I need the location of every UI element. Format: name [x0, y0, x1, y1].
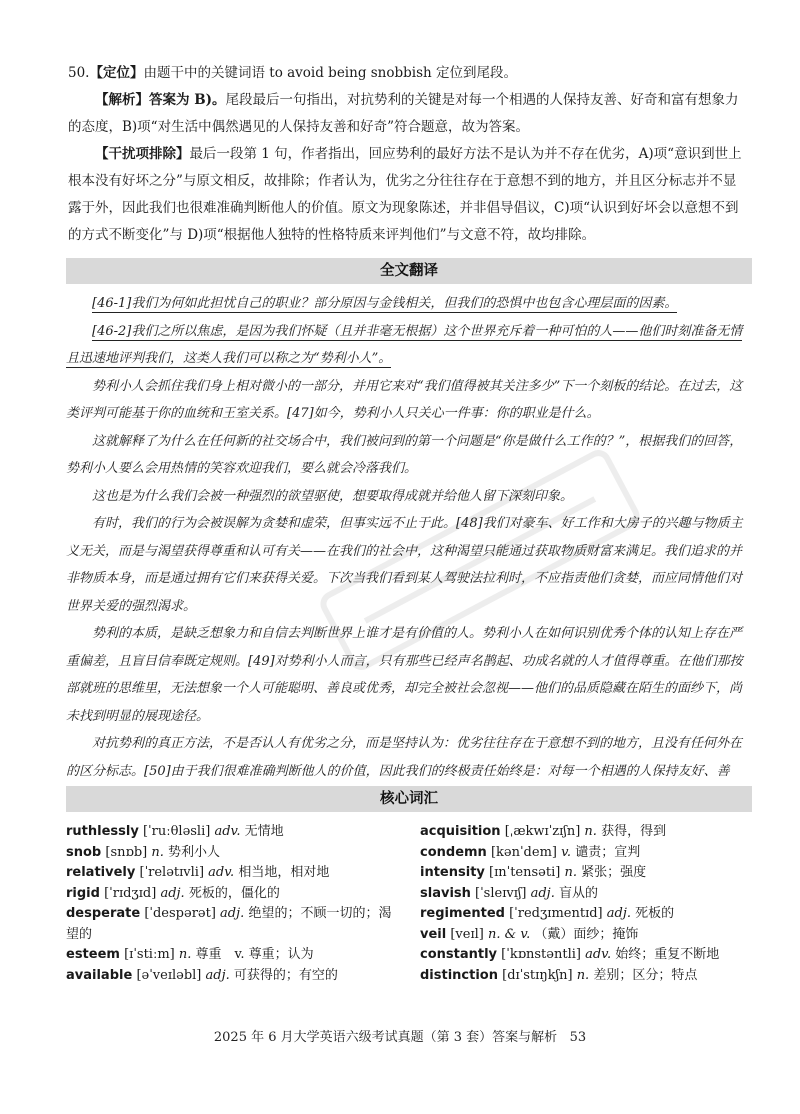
translation-body — [66, 290, 752, 813]
page-number: 53 — [569, 1030, 587, 1045]
vocab-right-column — [420, 822, 752, 986]
vocab-word: slavish — [420, 885, 471, 901]
vocab-entry — [420, 945, 752, 966]
vocab-definition: 紧张；强度 — [581, 865, 647, 880]
vocab-word: desperate — [66, 906, 141, 921]
vocab-left-column — [66, 822, 396, 986]
vocab-pos: n. — [584, 824, 597, 839]
vocab-ipa: [snɒb] — [105, 844, 148, 860]
translation-p1: [46-1]我们为何如此担忧自己的职业？部分原因与金钱相关，但我们的恐惧中也包含心理层面的因素。 — [92, 296, 678, 311]
vocab-entry — [420, 822, 752, 843]
vocab-pos: n. & v. — [487, 926, 531, 942]
q50-analysis — [68, 87, 748, 141]
vocab-pos: adj. — [220, 906, 245, 921]
vocab-definition: 死板的，僵化的 — [188, 885, 280, 901]
vocab-ipa: [ˈruːθləsli] — [142, 824, 211, 839]
vocab-word: snob — [66, 844, 102, 860]
vocab-ipa: [ˌækwɪˈzɪʃn] — [504, 824, 581, 839]
vocab-entry — [420, 863, 752, 884]
vocab-ipa: [əˈveɪləbl] — [136, 967, 202, 983]
q50-block — [68, 60, 748, 249]
locate-text: 由题干中的关键词语 to avoid being snobbish 定位到尾段。 — [143, 65, 518, 81]
vocab-word: available — [66, 967, 133, 983]
vocab-ipa: [ˈdespərət] — [144, 906, 216, 921]
vocab-ipa: [ɪˈstiːm] — [124, 947, 175, 962]
footer-text: 2025 年 6 月大学英语六级考试真题（第 3 套）答案与解析 — [213, 1030, 558, 1045]
vocab-entry — [66, 966, 396, 987]
analysis-tag: 【解析】 — [95, 92, 149, 108]
translation-heading: 全文翻译 — [66, 258, 752, 284]
exclude-text: 最后一段第 1 句，作者指出，回应势利的最好方法不是认为并不存在优劣，A)项“意识到世上根本没有好坏之分”与原文相反，故排除；作者认为，优劣之分往往存在于意想不到的地方，并且区分标志并不显露于外，因此我们也很难准确判断他人的价值。原文为现象陈述，并非倡导倡议，C)项“认识到好坏会以意想不到的方式不断变化”与 D)项“根据他人独特的性格特质来评判他们”与文意不符，故均排除。 — [68, 146, 742, 243]
vocab-word: ruthlessly — [66, 824, 139, 839]
vocab-pos: adj. — [530, 885, 555, 901]
vocab-definition: 绝望的；不顾一切的；渴望的 — [66, 906, 392, 942]
translation-p5: 这也是为什么我们会被一种强烈的欲望驱使，想要取得成就并给他人留下深刻印象。 — [92, 488, 574, 504]
vocab-ipa: [veɪl] — [450, 926, 484, 942]
translation-p7: 势利的本质，是缺乏想象力和自信去判断世界上谁才是有价值的人。势利小人在如何识别优秀个体的认知上存在严重偏差，且盲目信奉既定规则。[49]对势利小人而言，只有那些已经声名鹊起、功成名就的人才值得尊重。在他们那按部就班的思维里，无法想象一个人可能聪明、善良或优秀，却完全被社会忽视——他们的品质隐藏在陌生的面纱下，尚未找到明显的展现途径。 — [66, 626, 743, 724]
vocab-ipa: [ˈkɒnstəntli] — [501, 947, 581, 962]
vocab-pos: adj. — [205, 967, 230, 983]
translation-para — [66, 290, 752, 318]
vocab-word: acquisition — [420, 824, 501, 839]
translation-p3: 势利小人会抓住我们身上相对微小的一部分，并用它来对“我们值得被其关注多少”下一个刻板的结论。在过去，这类评判可能基于你的血统和王室关系。[47]如今，势利小人只关心一件事：你的职业是什么。 — [66, 378, 743, 421]
vocab-ipa: [dɪˈstɪŋkʃn] — [502, 967, 573, 983]
vocab-pos: adv. — [585, 947, 612, 962]
vocab-ipa: [ˈsleɪvɪʃ] — [475, 885, 527, 901]
vocab-pos: n. — [564, 865, 577, 880]
page-footer — [0, 1026, 800, 1045]
vocab-entry — [420, 904, 752, 925]
translation-p2: [46-2]我们之所以焦虑，是因为我们怀疑（且并非毫无根据）这个世界充斥着一种可怕的人——他们时刻准备无情且迅速地评判我们，这类人我们可以称之为“势利小人”。 — [66, 323, 743, 366]
vocab-definition: 谴责；宣判 — [575, 844, 641, 860]
vocab-ipa: [ˈrelətɪvli] — [139, 865, 205, 880]
vocab-word: intensity — [420, 865, 485, 880]
q50-locate: 50.【定位】由题干中的关键词语 to avoid being snobbish 定位到尾段。 — [68, 65, 518, 81]
vocab-entry — [420, 966, 752, 987]
vocab-word: veil — [420, 926, 447, 942]
q50-exclude — [68, 141, 748, 249]
vocab-word: distinction — [420, 967, 498, 983]
translation-p8: 对抗势利的真正方法，不是否认人有优劣之分，而是坚持认为：优劣往往存在于意想不到的地方，且没有任何外在的区分标志。[50]由于我们很难准确判断他人的价值，因此我们的终极责任始终是：对每一个相遇的人保持友好、善 — [66, 736, 743, 779]
vocab-pos: n. — [178, 947, 192, 962]
vocab-definition: 死板的 — [635, 906, 675, 921]
vocab-definition: 差别；区分；特点 — [593, 967, 698, 983]
vocab-pos: adv. — [208, 865, 235, 880]
translation-para — [66, 318, 752, 373]
vocab-word: relatively — [66, 865, 136, 880]
vocab-entry — [420, 843, 752, 864]
analysis-answer: 答案为 B)。 — [149, 92, 226, 108]
vocab-definition: 无情地 — [244, 824, 284, 839]
exclude-tag: 【干扰项排除】 — [95, 146, 190, 162]
vocab-definition: 可获得的；有空的 — [233, 967, 338, 983]
vocab-ipa: [ˈredʒɪmentɪd] — [509, 906, 603, 921]
vocab-word: constantly — [420, 947, 498, 962]
vocab-entry — [420, 884, 752, 905]
vocab-pos: adv. — [214, 824, 241, 839]
vocab-definition: 盲从的 — [559, 885, 599, 901]
locate-tag: 【定位】 — [89, 65, 144, 81]
vocab-word: esteem — [66, 947, 120, 962]
vocab-ipa: [ɪnˈtensəti] — [489, 865, 561, 880]
vocab-definition: 始终；重复不断地 — [615, 947, 720, 962]
vocab-definition: 尊重 v. 尊重；认为 — [195, 947, 314, 962]
translation-p4: 这就解释了为什么在任何新的社交场合中，我们被问到的第一个问题是“你是做什么工作的？”，根据我们的回答，势利小人要么会用热情的笑容欢迎我们，要么就会冷落我们。 — [66, 433, 743, 476]
vocab-definition: （戴）面纱；掩饰 — [534, 926, 639, 942]
vocab-entry — [66, 945, 396, 966]
vocab-pos: adj. — [606, 906, 632, 921]
translation-p6: 有时，我们的行为会被误解为贪婪和虚荣，但事实远不止于此。[48]我们对豪车、好工作和大房子的兴趣与物质主义无关，而是与渴望获得尊重和认可有关——在我们的社会中，这种渴望只能通过获取物质财富来满足。我们追求的并非物质本身，而是通过拥有它们来获得关爱。下次当我们看到某人驾驶法拉利时，不应指责他们贪婪，而应同情他们对世界关爱的强烈渴求。 — [66, 516, 743, 614]
vocab-ipa: [kənˈdem] — [490, 844, 557, 860]
vocab-word: regimented — [420, 906, 505, 921]
vocab-pos: n. — [151, 844, 164, 860]
vocab-definition: 获得，得到 — [601, 824, 667, 839]
vocab-entry — [420, 925, 752, 946]
vocab-definition: 势利小人 — [168, 844, 221, 860]
vocab-word: rigid — [66, 885, 100, 901]
analysis-text: 尾段最后一句指出，对抗势利的关键是对每一个相遇的人保持友善、好奇和富有想象力的态度，B)项“对生活中偶然遇见的人保持友善和好奇”符合题意，故为答案。 — [68, 92, 739, 135]
vocab-entry — [66, 904, 396, 945]
vocab-word: condemn — [420, 844, 487, 860]
vocab-heading: 核心词汇 — [66, 786, 752, 812]
vocab-ipa: [ˈrɪdʒɪd] — [104, 885, 157, 901]
vocab-pos: v. — [561, 844, 572, 860]
vocab-entry — [66, 863, 396, 884]
vocab-pos: n. — [576, 967, 590, 983]
vocab-entry — [66, 843, 396, 864]
vocab-pos: adj. — [160, 885, 185, 901]
vocab-entry — [66, 822, 396, 843]
vocab-entry — [66, 884, 396, 905]
vocab-definition: 相当地，相对地 — [238, 865, 330, 880]
